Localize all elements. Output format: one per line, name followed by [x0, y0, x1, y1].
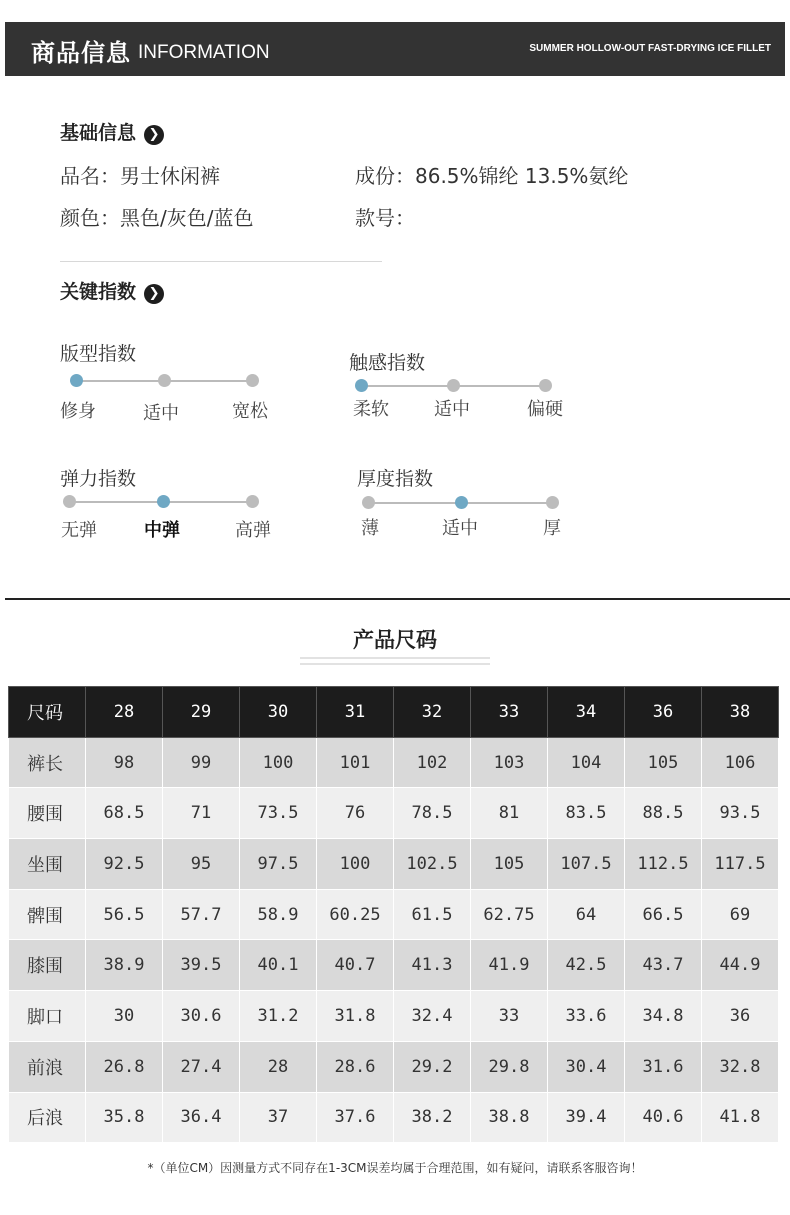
- table-cell: 105: [471, 839, 548, 890]
- table-cell: 104: [548, 737, 625, 788]
- table-cell: 56.5: [86, 889, 163, 940]
- table-cell: 99: [163, 737, 240, 788]
- header-title-en: INFORMATION: [138, 42, 270, 63]
- table-cell: 32.4: [394, 991, 471, 1042]
- basic-info-heading: [60, 118, 164, 145]
- table-cell: 69: [702, 889, 779, 940]
- table-row: [9, 1041, 779, 1092]
- touch-index-dot-1: [355, 379, 368, 392]
- table-cell: 34.8: [625, 991, 702, 1042]
- table-row-label: 裤长: [9, 737, 86, 788]
- elastic-index-title: 弹力指数: [60, 468, 137, 490]
- table-cell: 61.5: [394, 889, 471, 940]
- table-cell: 78.5: [394, 788, 471, 839]
- table-cell: 33.6: [548, 991, 625, 1042]
- table-cell: 102: [394, 737, 471, 788]
- product-name: 品名：男士休闲裤: [60, 164, 220, 188]
- table-cell: 29.8: [471, 1041, 548, 1092]
- table-cell: 31.2: [240, 991, 317, 1042]
- size-chart-decoration: [300, 657, 490, 671]
- thickness-index-dot-3: [546, 496, 559, 509]
- table-cell: 32.8: [702, 1041, 779, 1092]
- table-cell: 98: [86, 737, 163, 788]
- info-header-bar: [5, 22, 785, 76]
- table-cell: 68.5: [86, 788, 163, 839]
- chevron-right-icon: ❯: [144, 284, 164, 304]
- table-header-label: 尺码: [9, 687, 86, 738]
- section-divider: [60, 261, 382, 262]
- fit-index-label-1: 修身: [60, 401, 96, 422]
- table-cell: 27.4: [163, 1041, 240, 1092]
- table-cell: 103: [471, 737, 548, 788]
- elastic-index-dot-2: [157, 495, 170, 508]
- fit-index-label-3: 宽松: [232, 401, 268, 422]
- fit-index-dot-2: [158, 374, 171, 387]
- table-cell: 64: [548, 889, 625, 940]
- table-header-size: 30: [240, 687, 317, 738]
- touch-index-dot-2: [447, 379, 460, 392]
- table-cell: 44.9: [702, 940, 779, 991]
- elastic-index-dot-3: [246, 495, 259, 508]
- table-row: [9, 788, 779, 839]
- table-cell: 81: [471, 788, 548, 839]
- table-cell: 26.8: [86, 1041, 163, 1092]
- table-row: [9, 737, 779, 788]
- table-header-size: 32: [394, 687, 471, 738]
- basic-info-title: 基础信息: [60, 122, 137, 144]
- table-header-size: 36: [625, 687, 702, 738]
- touch-index-dot-3: [539, 379, 552, 392]
- product-style-no: 款号：: [355, 206, 415, 230]
- measurement-note: *（单位CM）因测量方式不同存在1-3CM误差均属于合理范围，如有疑问，请联系客服咨询！: [147, 1161, 643, 1175]
- table-cell: 42.5: [548, 940, 625, 991]
- thickness-index-label-3: 厚: [543, 518, 561, 539]
- table-cell: 105: [625, 737, 702, 788]
- table-cell: 30.4: [548, 1041, 625, 1092]
- thickness-index-label-2: 适中: [442, 518, 478, 539]
- table-header-size: 28: [86, 687, 163, 738]
- table-cell: 31.8: [317, 991, 394, 1042]
- table-cell: 106: [702, 737, 779, 788]
- table-cell: 92.5: [86, 839, 163, 890]
- table-cell: 40.1: [240, 940, 317, 991]
- table-cell: 43.7: [625, 940, 702, 991]
- table-cell: 95: [163, 839, 240, 890]
- elastic-index-label-1: 无弹: [61, 520, 97, 541]
- section-divider-long: [5, 598, 790, 600]
- table-cell: 38.9: [86, 940, 163, 991]
- table-cell: 39.4: [548, 1092, 625, 1143]
- table-cell: 31.6: [625, 1041, 702, 1092]
- table-cell: 37: [240, 1092, 317, 1143]
- table-cell: 117.5: [702, 839, 779, 890]
- table-header-size: 31: [317, 687, 394, 738]
- table-cell: 58.9: [240, 889, 317, 940]
- table-cell: 37.6: [317, 1092, 394, 1143]
- table-row: [9, 991, 779, 1042]
- product-color: 颜色：黑色/灰色/蓝色: [60, 206, 254, 230]
- table-cell: 97.5: [240, 839, 317, 890]
- table-cell: 88.5: [625, 788, 702, 839]
- table-cell: 57.7: [163, 889, 240, 940]
- table-header-size: 29: [163, 687, 240, 738]
- table-cell: 100: [317, 839, 394, 890]
- table-row-label: 后浪: [9, 1092, 86, 1143]
- table-cell: 93.5: [702, 788, 779, 839]
- table-cell: 41.9: [471, 940, 548, 991]
- table-cell: 29.2: [394, 1041, 471, 1092]
- table-cell: 101: [317, 737, 394, 788]
- table-cell: 40.6: [625, 1092, 702, 1143]
- table-header-row: [9, 687, 779, 738]
- table-cell: 28: [240, 1041, 317, 1092]
- table-row: [9, 1092, 779, 1143]
- key-index-title: 关键指数: [60, 281, 137, 303]
- table-cell: 33: [471, 991, 548, 1042]
- table-row-label: 脚口: [9, 991, 86, 1042]
- table-cell: 40.7: [317, 940, 394, 991]
- table-cell: 36.4: [163, 1092, 240, 1143]
- table-cell: 83.5: [548, 788, 625, 839]
- fit-index-title: 版型指数: [60, 343, 137, 365]
- table-row-label: 前浪: [9, 1041, 86, 1092]
- touch-index-label-2: 适中: [434, 399, 470, 420]
- table-cell: 73.5: [240, 788, 317, 839]
- table-cell: 39.5: [163, 940, 240, 991]
- table-cell: 66.5: [625, 889, 702, 940]
- table-cell: 41.8: [702, 1092, 779, 1143]
- table-header-size: 33: [471, 687, 548, 738]
- table-cell: 71: [163, 788, 240, 839]
- thickness-index-title: 厚度指数: [357, 468, 434, 490]
- size-chart-title: 产品尺码: [353, 628, 437, 652]
- table-cell: 30: [86, 991, 163, 1042]
- thickness-index-dot-1: [362, 496, 375, 509]
- thickness-index-dot-2: [455, 496, 468, 509]
- table-cell: 107.5: [548, 839, 625, 890]
- table-header-size: 34: [548, 687, 625, 738]
- table-cell: 38.8: [471, 1092, 548, 1143]
- table-row-label: 坐围: [9, 839, 86, 890]
- table-row-label: 膝围: [9, 940, 86, 991]
- table-cell: 28.6: [317, 1041, 394, 1092]
- table-row-label: 腰围: [9, 788, 86, 839]
- table-cell: 30.6: [163, 991, 240, 1042]
- table-header-size: 38: [702, 687, 779, 738]
- table-row: [9, 839, 779, 890]
- touch-index-title: 触感指数: [349, 352, 426, 374]
- table-cell: 100: [240, 737, 317, 788]
- table-cell: 38.2: [394, 1092, 471, 1143]
- size-table: [8, 686, 779, 1143]
- chevron-right-icon: ❯: [144, 125, 164, 145]
- table-row-label: 髀围: [9, 889, 86, 940]
- table-cell: 62.75: [471, 889, 548, 940]
- key-index-heading: [60, 277, 164, 304]
- header-subtitle: SUMMER HOLLOW-OUT FAST-DRYING ICE FILLET: [529, 43, 771, 54]
- table-cell: 60.25: [317, 889, 394, 940]
- header-title-cn: 商品信息: [31, 39, 131, 67]
- table-cell: 112.5: [625, 839, 702, 890]
- elastic-index-label-3: 高弹: [235, 520, 271, 541]
- fit-index-dot-1: [70, 374, 83, 387]
- fit-index-dot-3: [246, 374, 259, 387]
- product-composition: 成份：86.5%锦纶 13.5%氨纶: [355, 164, 629, 188]
- table-cell: 41.3: [394, 940, 471, 991]
- table-row: [9, 889, 779, 940]
- table-cell: 35.8: [86, 1092, 163, 1143]
- table-cell: 76: [317, 788, 394, 839]
- elastic-index-dot-1: [63, 495, 76, 508]
- table-row: [9, 940, 779, 991]
- elastic-index-label-2: 中弹: [144, 520, 180, 541]
- fit-index-label-2: 适中: [143, 403, 179, 424]
- table-cell: 36: [702, 991, 779, 1042]
- table-cell: 102.5: [394, 839, 471, 890]
- touch-index-label-1: 柔软: [353, 399, 389, 420]
- touch-index-label-3: 偏硬: [527, 399, 563, 420]
- thickness-index-label-1: 薄: [361, 518, 379, 539]
